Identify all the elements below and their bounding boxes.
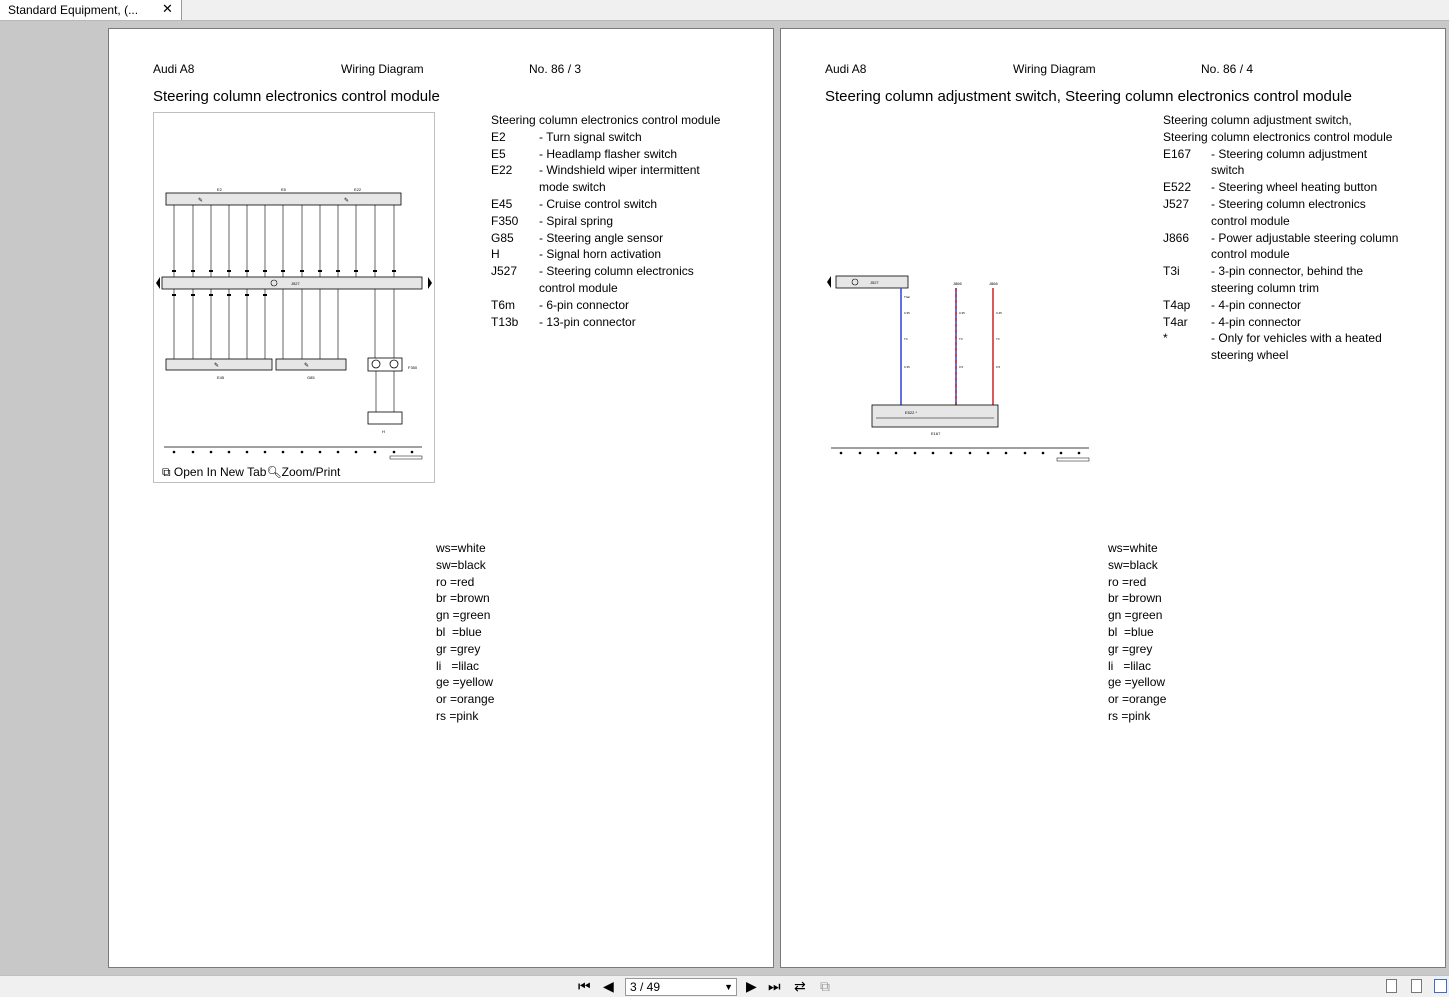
wire-color: gr =grey	[1108, 641, 1153, 656]
label-j866: J866	[953, 281, 962, 286]
component-legend	[491, 112, 727, 330]
label-e2: E2	[217, 187, 222, 192]
next-page-icon[interactable]: ▶	[746, 978, 757, 994]
two-page-view-icon[interactable]	[1434, 979, 1447, 993]
svg-text:✎: ✎	[344, 198, 350, 204]
wire-color: ge =yellow	[1108, 675, 1166, 690]
page-title: Steering column electronics control module	[153, 88, 440, 105]
thumbnail-actions	[162, 465, 340, 480]
svg-text:0.35: 0.35	[904, 365, 910, 369]
wire-color: or =orange	[1108, 692, 1167, 707]
svg-text:✎: ✎	[214, 363, 220, 369]
legend-item: E167 - Steering column adjustment switch	[1163, 146, 1368, 178]
label-e167: E167	[931, 431, 941, 436]
wire-color: gn =green	[1108, 608, 1163, 623]
wire-color-key	[436, 540, 494, 725]
prev-page-icon[interactable]: ◀	[603, 978, 614, 994]
wire-color-key	[1108, 540, 1166, 725]
wire-color: ws=white	[1108, 541, 1158, 555]
wire-color: sw=black	[1108, 557, 1158, 572]
legend-item: E22 - Windshield wiper intermittent mode switch	[491, 163, 700, 195]
single-page-view-icon[interactable]	[1386, 979, 1397, 993]
document-tab[interactable]	[0, 0, 182, 20]
legend-item: J866 - Power adjustable steering column control module	[1163, 230, 1399, 262]
open-new-tab-link[interactable]: Open In New Tab	[173, 465, 267, 479]
svg-text:T3: T3	[959, 337, 963, 341]
chevron-down-icon: ▼	[724, 982, 733, 992]
wire-color: gn =green	[436, 608, 491, 623]
svg-text:T3: T3	[996, 337, 1000, 341]
wire-color: br =brown	[436, 591, 490, 606]
wire-color: li =lilac	[1108, 658, 1152, 673]
svg-text:T4: T4	[904, 337, 908, 341]
page-doc-type: Wiring Diagram	[1013, 62, 1096, 76]
page-number: No. 86 / 3	[529, 62, 582, 76]
legend-item: T3i - 3-pin connector, behind the steering column trim	[1163, 264, 1364, 295]
legend-item: T4ar - 4-pin connector	[1163, 314, 1302, 329]
label-e45: E45	[217, 375, 225, 380]
legend-item: E522 - Steering wheel heating button	[1163, 180, 1378, 195]
svg-text:0.5: 0.5	[996, 365, 1001, 369]
label-g85: G85	[307, 375, 315, 380]
wiring-diagram-thumbnail[interactable]	[827, 272, 1101, 472]
page-right	[780, 28, 1446, 968]
svg-text:0.35: 0.35	[959, 311, 965, 315]
legend-item: J527 - Steering column electronics control module	[1163, 196, 1366, 228]
page-selector[interactable]	[625, 978, 737, 996]
open-new-tab-icon[interactable]: ⧉	[162, 465, 171, 479]
label-e5: E5	[281, 187, 286, 192]
page-brand: Audi A8	[153, 62, 195, 76]
wire-color: ro =red	[436, 574, 475, 589]
legend-item: T13b - 13-pin connector	[491, 314, 636, 329]
wiring-diagram-86-3	[154, 113, 434, 463]
svg-text:T4ar: T4ar	[904, 295, 911, 299]
legend-title: Steering column electronics control module	[491, 113, 721, 127]
component-legend	[1163, 112, 1399, 364]
legend-item: * - Only for vehicles with a heated steering wheel	[1163, 331, 1382, 363]
wire-color: gr =grey	[436, 641, 481, 656]
page-number: No. 86 / 4	[1201, 62, 1254, 76]
legend-item: H - Signal horn activation	[491, 247, 662, 262]
zoom-print-link[interactable]: Zoom/Print	[281, 465, 341, 479]
page-brand: Audi A8	[825, 62, 867, 76]
tab-title: Standard Equipment, (...	[8, 3, 139, 17]
legend-title: Steering column adjustment switch, Steering column electronics control module	[1163, 113, 1393, 144]
continuous-view-icon[interactable]	[1411, 979, 1422, 993]
label-j527: J527	[291, 281, 300, 286]
legend-item: E5 - Headlamp flasher switch	[491, 146, 678, 161]
legend-item: E45 - Cruise control switch	[491, 196, 658, 211]
page-left	[108, 28, 774, 968]
wire-color: or =orange	[436, 692, 495, 707]
wire-color: bl =blue	[1108, 624, 1154, 639]
copy-view-icon[interactable]: ⧉	[820, 978, 830, 994]
document-viewer[interactable]	[0, 21, 1449, 973]
legend-item: E2 - Turn signal switch	[491, 129, 642, 144]
wire-color: li =lilac	[436, 658, 480, 673]
wire-color: bl =blue	[436, 624, 482, 639]
wire-color: rs =pink	[1108, 708, 1151, 723]
wire-color: sw=black	[436, 557, 486, 572]
label-j527: J527	[870, 280, 879, 285]
wire-color: ge =yellow	[436, 675, 494, 690]
navigation-toolbar	[0, 975, 1449, 997]
wire-color: rs =pink	[436, 708, 479, 723]
svg-text:0.35: 0.35	[904, 311, 910, 315]
svg-text:E522 *: E522 *	[905, 410, 918, 415]
page-doc-type: Wiring Diagram	[341, 62, 424, 76]
svg-text:0.5: 0.5	[959, 365, 964, 369]
wire-color: ws=white	[436, 541, 486, 555]
label-e22: E22	[354, 187, 362, 192]
first-page-icon[interactable]: ⏮	[578, 978, 591, 994]
svg-text:✎: ✎	[304, 363, 310, 369]
page-indicator: 3 / 49	[630, 980, 661, 994]
legend-item: J527 - Steering column electronics control module	[491, 264, 694, 295]
page-title: Steering column adjustment switch, Steering column electronics control module	[825, 88, 1352, 105]
label-f350: F350	[408, 365, 418, 370]
wiring-diagram-thumbnail[interactable]	[153, 112, 435, 483]
legend-item: F350 - Spiral spring	[491, 213, 614, 228]
sync-views-icon[interactable]: ⇄	[794, 978, 806, 994]
label-h: H	[382, 429, 385, 434]
svg-text:0.35: 0.35	[996, 311, 1002, 315]
wire-color: ro =red	[1108, 574, 1147, 589]
legend-item: T4ap - 4-pin connector	[1163, 297, 1302, 312]
last-page-icon[interactable]: ⏭	[768, 978, 781, 994]
zoom-icon[interactable]: 🔍︎	[266, 465, 282, 479]
svg-text:✎: ✎	[198, 198, 204, 204]
wiring-diagram-86-4	[827, 272, 1101, 472]
tab-bar	[0, 0, 1449, 21]
legend-item: G85 - Steering angle sensor	[491, 230, 664, 245]
close-icon[interactable]: ✕	[162, 1, 173, 16]
label-j866: J866	[989, 281, 998, 286]
legend-item: T6m - 6-pin connector	[491, 297, 630, 312]
wire-color: br =brown	[1108, 591, 1162, 606]
